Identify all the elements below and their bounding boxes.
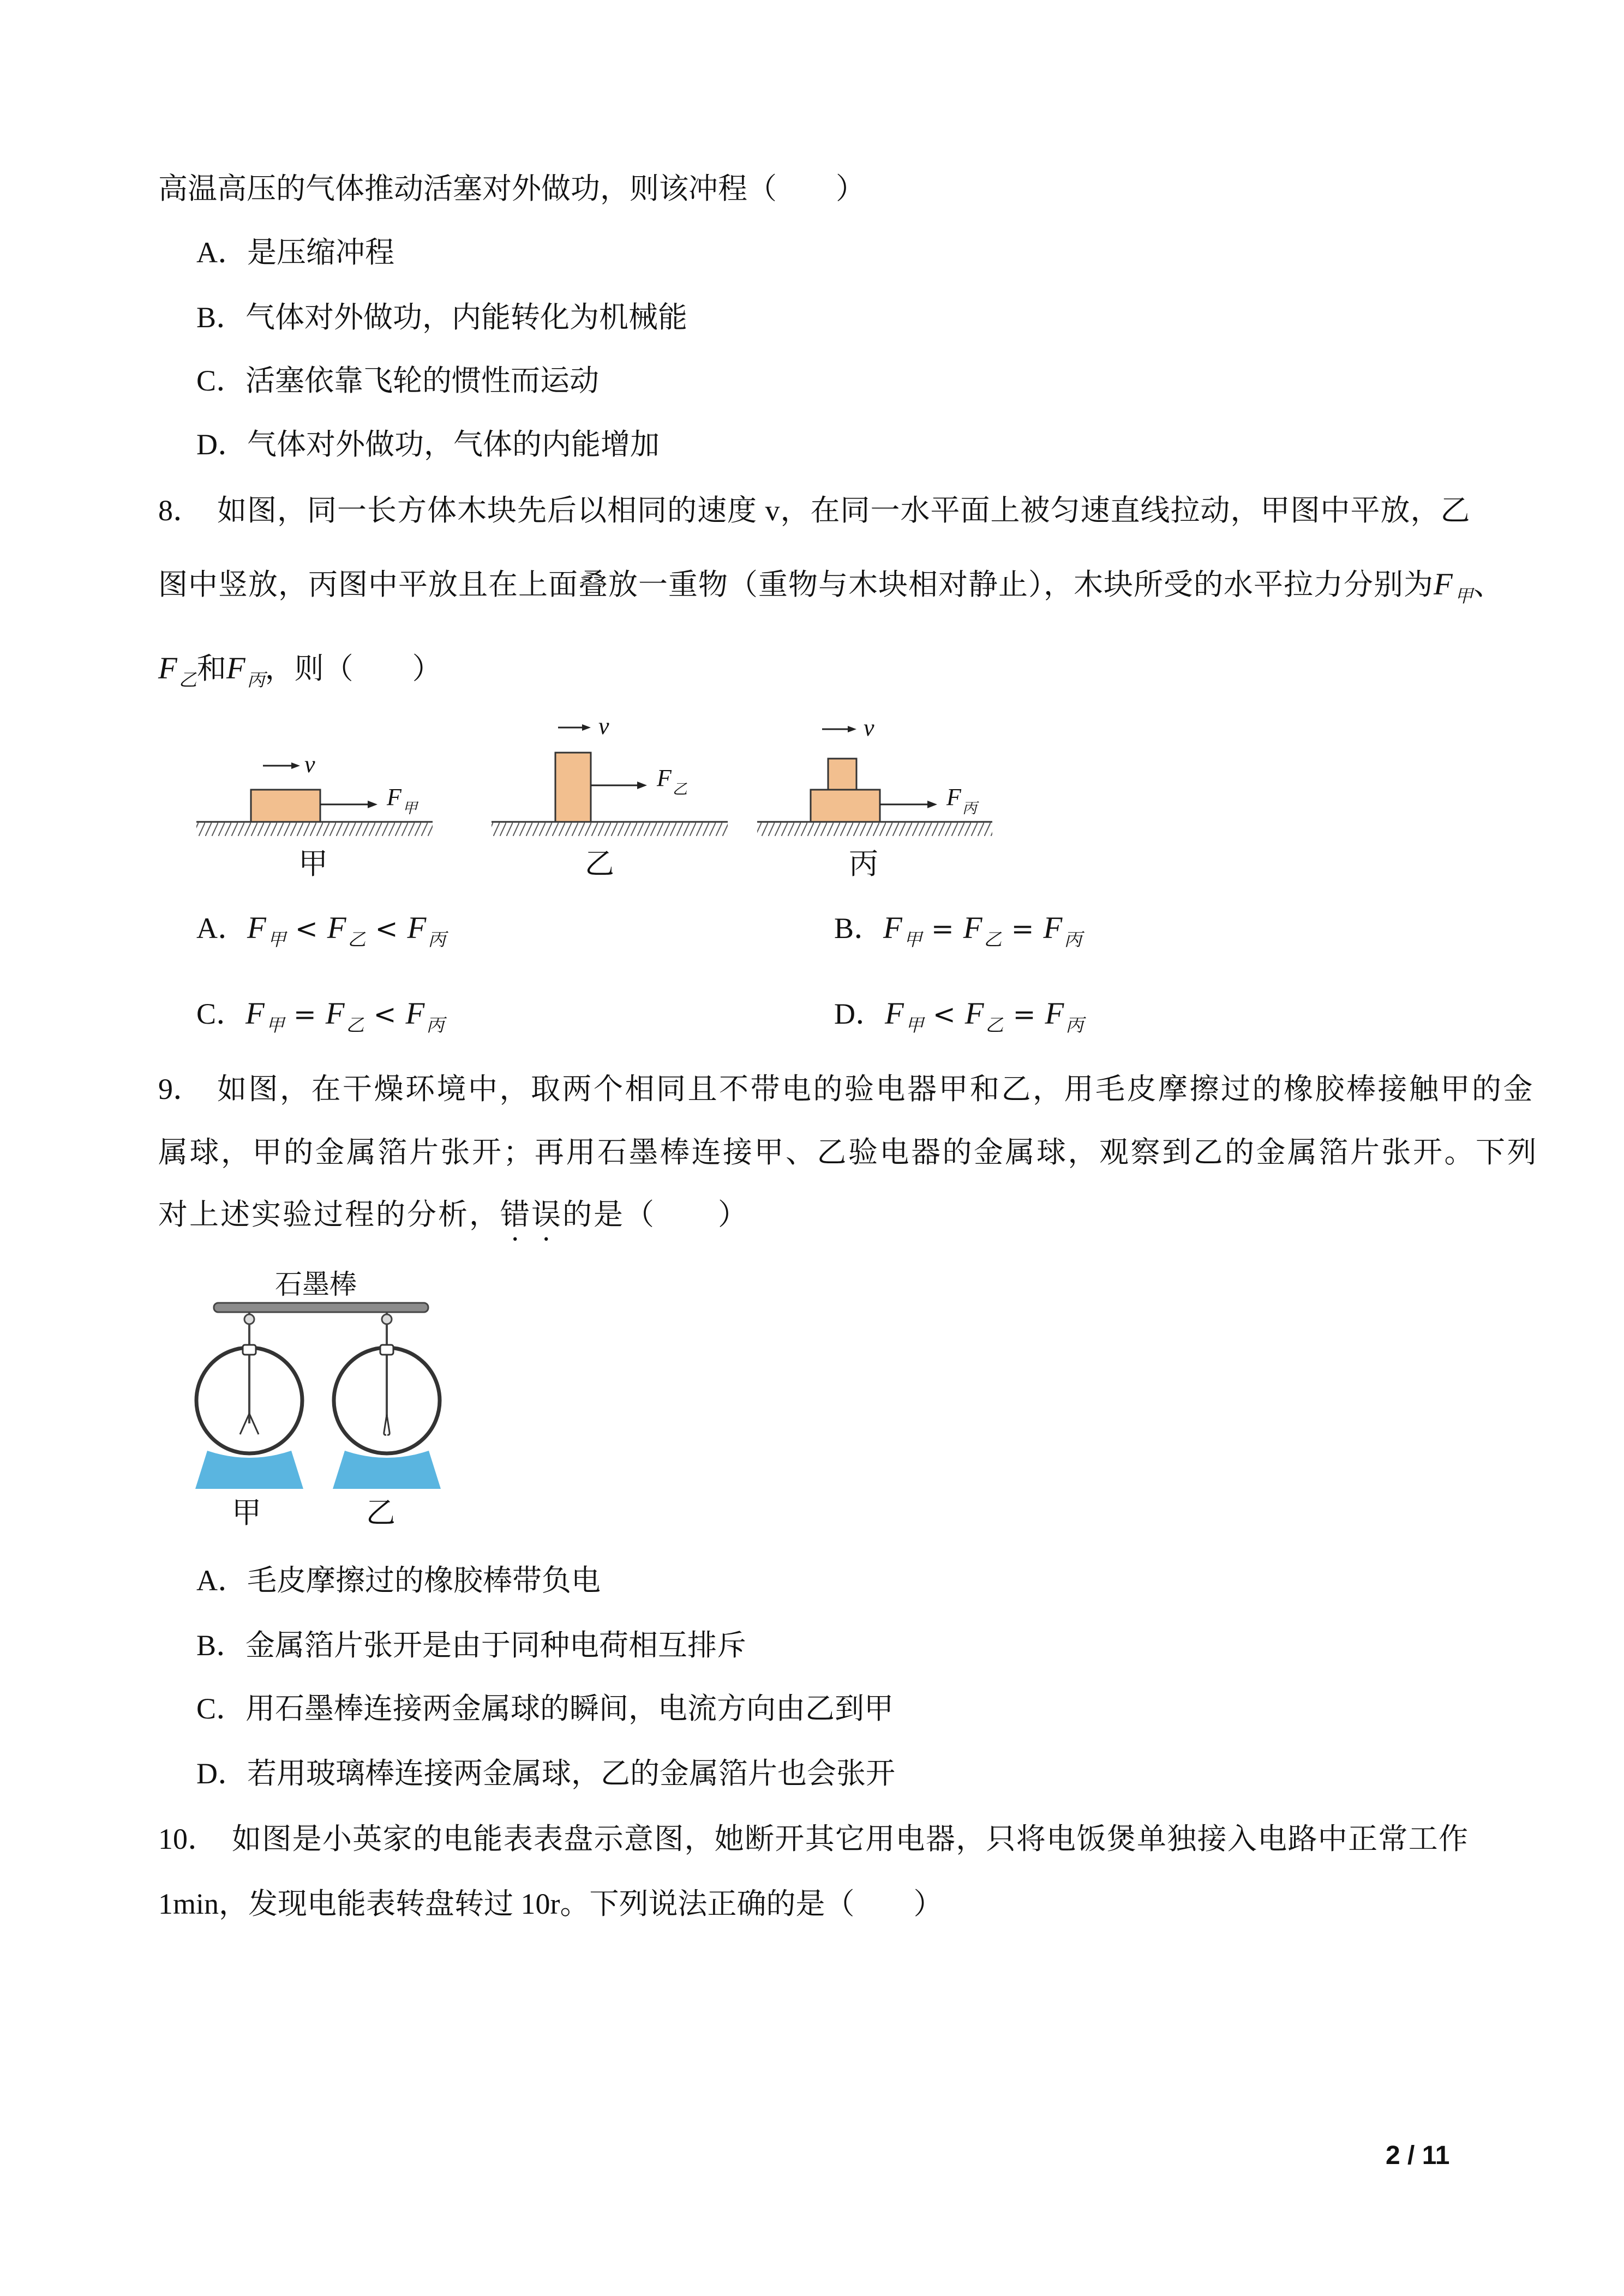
question-8-stem-line-2 bbox=[158, 568, 1503, 605]
force-subscript: 丙 bbox=[1064, 930, 1082, 950]
force-subscript: 甲 bbox=[402, 800, 417, 816]
force-subscript: 乙 bbox=[178, 671, 197, 690]
option-text: 活塞依靠飞轮的惯性而运动 bbox=[245, 364, 600, 397]
question-8-option-b bbox=[834, 912, 1082, 949]
force-subscript: 甲 bbox=[905, 1016, 924, 1036]
force-symbol: F bbox=[1045, 996, 1064, 1031]
relation-operator: < bbox=[375, 913, 398, 945]
velocity-label: v bbox=[598, 713, 609, 740]
option-letter: A． bbox=[196, 1564, 247, 1597]
wooden-block-flat bbox=[251, 790, 320, 822]
force-subscript: 乙 bbox=[346, 1016, 364, 1036]
force-arrow-head bbox=[368, 801, 377, 808]
question-8-number: 8． bbox=[158, 494, 202, 527]
option-letter: D． bbox=[196, 1757, 247, 1790]
electroscope-stand bbox=[333, 1451, 441, 1489]
metal-ball bbox=[244, 1314, 254, 1324]
force-subscript: 丙 bbox=[247, 671, 265, 690]
force-symbol: F bbox=[964, 996, 984, 1031]
electroscope-caption: 乙 bbox=[366, 1496, 395, 1529]
stem-text: 对上述实验过程的分析， bbox=[158, 1198, 500, 1231]
question-8-option-d bbox=[834, 997, 1083, 1035]
option-formula bbox=[885, 996, 1084, 1036]
diagram-yi bbox=[492, 713, 728, 880]
separator: 、 bbox=[1473, 568, 1503, 601]
force-symbol: F bbox=[1043, 911, 1063, 945]
graphite-rod-label: 石墨棒 bbox=[275, 1269, 357, 1300]
option-letter: C． bbox=[196, 364, 246, 397]
force-subscript: 甲 bbox=[266, 1016, 284, 1036]
option-text: 气体对外做功，气体的内能增加 bbox=[247, 428, 660, 461]
velocity-arrow-head bbox=[582, 724, 591, 731]
diagram-caption: 甲 bbox=[298, 848, 328, 880]
option-letter: B． bbox=[834, 912, 884, 945]
force-symbol: F bbox=[158, 651, 177, 686]
force-subscript: 甲 bbox=[267, 930, 286, 950]
question-10-stem-line-2: 1min，发现电能表转盘转过 10r。下列说法正确的是（ ） bbox=[158, 1888, 943, 1920]
force-label bbox=[656, 765, 687, 797]
figure-block-pulling bbox=[185, 709, 1015, 883]
relation-operator: = bbox=[1012, 999, 1036, 1030]
force-symbol: F bbox=[883, 911, 902, 945]
question-9-number: 9． bbox=[158, 1073, 202, 1105]
force-symbol: F bbox=[885, 996, 904, 1031]
force-symbol: F bbox=[226, 651, 245, 686]
question-7-option-b bbox=[196, 301, 687, 334]
diagram-caption: 丙 bbox=[849, 848, 878, 880]
force-arrow-head bbox=[927, 801, 937, 808]
force-subscript: 丙 bbox=[428, 930, 446, 950]
stem-tail: ，则（ ） bbox=[265, 652, 442, 685]
option-text: 若用玻璃棒连接两金属球，乙的金属箔片也会张开 bbox=[247, 1757, 895, 1790]
figure-electroscopes bbox=[185, 1265, 469, 1532]
electroscope-caption: 甲 bbox=[232, 1496, 261, 1529]
force-symbol: F bbox=[963, 911, 982, 945]
option-text: 是压缩冲程 bbox=[247, 236, 394, 269]
question-7-stem-tail: 高温高压的气体推动活塞对外做功，则该冲程（ ） bbox=[158, 172, 865, 205]
relation-operator: = bbox=[931, 913, 954, 945]
ground-hatching bbox=[757, 822, 992, 836]
force-bing-formula bbox=[226, 651, 265, 690]
option-letter: C． bbox=[196, 1692, 246, 1725]
option-letter: D． bbox=[834, 997, 885, 1030]
option-letter: D． bbox=[196, 428, 247, 461]
question-9-stem-line-3 bbox=[158, 1198, 749, 1247]
force-symbol: F bbox=[946, 784, 961, 810]
relation-operator: = bbox=[1011, 913, 1034, 945]
question-9-option-d bbox=[196, 1757, 895, 1790]
force-subscript: 甲 bbox=[903, 930, 922, 950]
question-7-option-c bbox=[196, 364, 599, 397]
electroscope-jia bbox=[195, 1312, 303, 1529]
stem-text: 图中竖放，丙图中平放且在上面叠放一重物（重物与木块相对静止），木块所受的水平拉力分别为 bbox=[158, 568, 1434, 601]
relation-operator: = bbox=[293, 999, 316, 1030]
insulating-plug bbox=[380, 1345, 393, 1355]
option-letter: B． bbox=[196, 1629, 246, 1662]
question-7-option-d bbox=[196, 428, 660, 461]
graphite-rod bbox=[214, 1303, 428, 1312]
option-letter: A． bbox=[196, 912, 247, 945]
question-7-option-a bbox=[196, 236, 394, 269]
option-text: 金属箔片张开是由于同种电荷相互排斥 bbox=[245, 1629, 747, 1662]
page-number: 2 / 11 bbox=[1386, 2141, 1450, 2170]
option-letter: C． bbox=[196, 997, 246, 1030]
question-9-option-c bbox=[196, 1692, 894, 1725]
force-symbol: F bbox=[245, 996, 265, 1031]
electroscope-yi bbox=[333, 1312, 441, 1529]
option-text: 气体对外做功，内能转化为机械能 bbox=[245, 301, 688, 334]
force-yi-formula bbox=[158, 651, 197, 690]
force-subscript: 乙 bbox=[984, 930, 1002, 950]
option-text: 用石墨棒连接两金属球的瞬间，电流方向由乙到甲 bbox=[245, 1692, 894, 1725]
question-9-option-b bbox=[196, 1629, 746, 1662]
force-symbol: F bbox=[387, 784, 401, 810]
force-jia-formula bbox=[1434, 567, 1473, 606]
force-subscript: 甲 bbox=[1454, 587, 1473, 606]
force-symbol: F bbox=[1434, 567, 1453, 602]
diagram-caption: 乙 bbox=[585, 848, 614, 880]
velocity-arrow-head bbox=[291, 762, 300, 769]
question-8-stem-line-3 bbox=[158, 652, 442, 689]
velocity-arrow-head bbox=[848, 726, 856, 732]
wooden-block-upright bbox=[555, 753, 591, 822]
question-8-option-a bbox=[196, 912, 446, 949]
option-formula bbox=[883, 911, 1082, 950]
electroscope-stand bbox=[195, 1451, 303, 1489]
force-symbol: F bbox=[405, 996, 425, 1031]
conjunction: 和 bbox=[196, 652, 226, 685]
velocity-label: v bbox=[864, 714, 874, 741]
force-subscript: 乙 bbox=[985, 1016, 1004, 1036]
force-subscript: 乙 bbox=[347, 930, 366, 950]
force-subscript: 丙 bbox=[962, 800, 977, 816]
option-formula bbox=[247, 911, 446, 950]
question-10-number: 10． bbox=[158, 1823, 217, 1855]
emphasized-word: 错误 bbox=[500, 1198, 562, 1231]
metal-ball bbox=[382, 1314, 392, 1324]
wooden-block-flat bbox=[811, 790, 880, 822]
question-8-stem-line-1: 如图，同一长方体木块先后以相同的速度 v，在同一水平面上被匀速直线拉动，甲图中平放，乙 bbox=[217, 494, 1471, 527]
diagram-bing bbox=[757, 714, 992, 880]
force-arrow-head bbox=[637, 782, 647, 789]
insulating-plug bbox=[243, 1345, 256, 1355]
question-8-option-c bbox=[196, 997, 444, 1035]
question-10-stem-line-1: 如图是小英家的电能表表盘示意图，她断开其它用电器，只将电饭煲单独接入电路中正常工作 bbox=[232, 1823, 1469, 1855]
relation-operator: < bbox=[373, 999, 397, 1030]
ground-hatching bbox=[196, 822, 433, 836]
force-symbol: F bbox=[657, 765, 672, 791]
question-9-stem-line-1: 如图，在干燥环境中，取两个相同且不带电的验电器甲和乙，用毛皮摩擦过的橡胶棒接触甲的金 bbox=[217, 1073, 1535, 1105]
force-label bbox=[386, 784, 419, 816]
option-text: 毛皮摩擦过的橡胶棒带负电 bbox=[247, 1564, 601, 1597]
stem-tail: 的是（ ） bbox=[562, 1198, 749, 1231]
option-formula bbox=[245, 996, 445, 1036]
force-symbol: F bbox=[247, 911, 266, 945]
velocity-label: v bbox=[304, 751, 315, 778]
relation-operator: < bbox=[932, 999, 956, 1030]
ground-hatching bbox=[492, 822, 728, 836]
force-symbol: F bbox=[325, 996, 345, 1031]
force-subscript: 丙 bbox=[1065, 1016, 1084, 1036]
question-9-option-a bbox=[196, 1564, 601, 1597]
force-label bbox=[946, 784, 979, 816]
option-letter: B． bbox=[196, 301, 246, 334]
diagram-jia bbox=[196, 751, 433, 880]
question-9-stem-line-2: 属球，甲的金属箔片张开；再用石墨棒连接甲、乙验电器的金属球，观察到乙的金属箔片张开。下列 bbox=[158, 1136, 1538, 1169]
force-subscript: 乙 bbox=[672, 781, 687, 797]
stacked-weight bbox=[828, 759, 856, 790]
relation-operator: < bbox=[295, 913, 318, 945]
option-letter: A． bbox=[196, 236, 247, 269]
force-symbol: F bbox=[407, 911, 427, 945]
force-subscript: 丙 bbox=[426, 1016, 445, 1036]
force-symbol: F bbox=[327, 911, 346, 945]
